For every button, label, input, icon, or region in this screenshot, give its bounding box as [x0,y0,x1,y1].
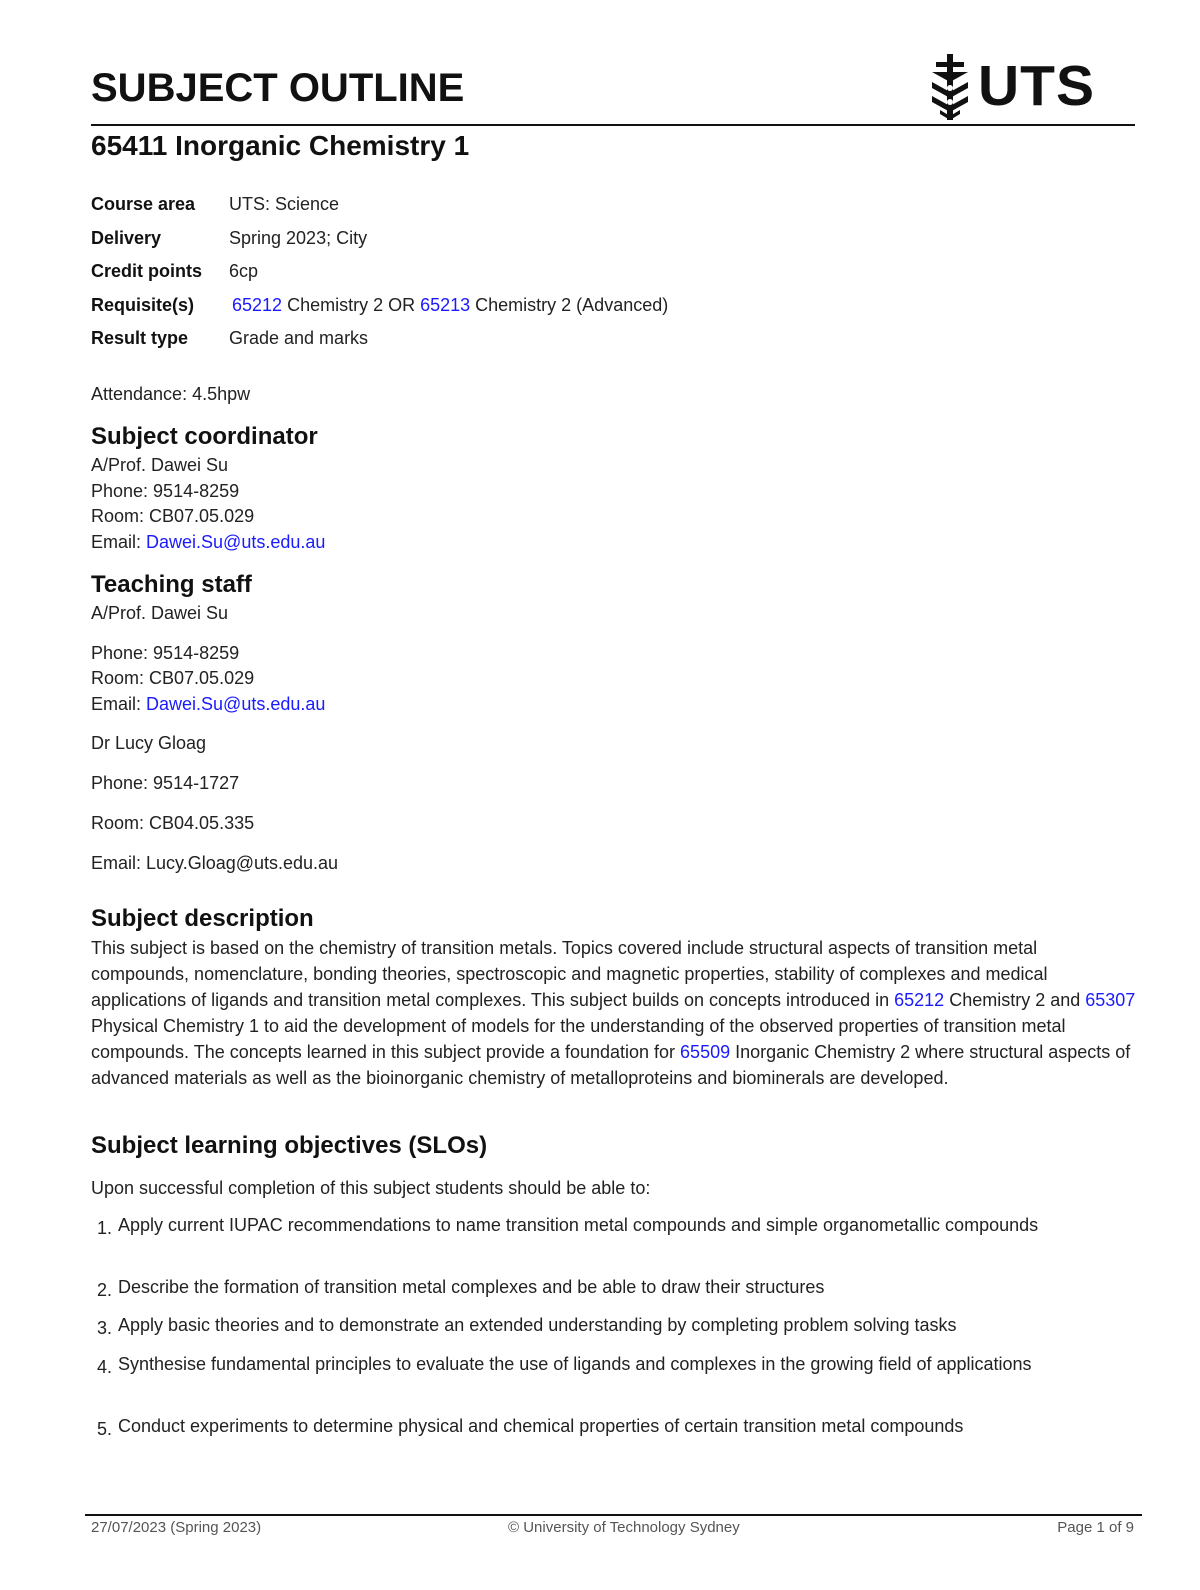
list-item-number: 1. [97,1218,113,1238]
delivery-value: Spring 2023; City [229,228,368,248]
list-item-number: 2. [97,1280,113,1300]
requisite-link-65212[interactable]: 65212 [232,295,283,315]
credit-points-label: Credit points [91,261,202,281]
list-item-number: 5. [97,1419,113,1439]
staff-name-1: A/Prof. Dawei Su [91,603,229,623]
coordinator-phone: Phone: 9514-8259 [91,481,240,501]
requisites-label: Requisite(s) [91,295,195,315]
coordinator-room: Room: CB07.05.029 [91,506,255,526]
uts-crest-icon [928,52,972,122]
description-text-2: Chemistry 2 and [944,990,1086,1010]
coordinator-name: A/Prof. Dawei Su [91,455,229,475]
requisite-text-1: Chemistry 2 OR [282,295,421,315]
staff-name-2: Dr Lucy Gloag [91,733,207,753]
staff-email-label-1: Email: [91,694,147,714]
coordinator-email-line [91,532,325,553]
description-link-65307[interactable]: 65307 [1085,990,1136,1010]
footer-rule [85,1514,1142,1516]
staff-phone-2: Phone: 9514-1727 [91,773,240,793]
course-area-label: Course area [91,194,196,214]
staff-email-2: Email: Lucy.Gloag@uts.edu.au [91,853,339,873]
credit-points-value: 6cp [229,261,259,281]
staff-room-2: Room: CB04.05.335 [91,813,255,833]
objectives-intro: Upon successful completion of this subject students should be able to: [91,1178,651,1198]
description-paragraph [91,935,1136,1091]
description-heading: Subject description [91,905,314,932]
requisite-link-65213[interactable]: 65213 [420,295,471,315]
course-area-value: UTS: Science [229,194,340,214]
description-text-4: Inorganic Chemistry 2 where structural aspects of advanced materials as well as the bioinorganic chemistry of metalloproteins and biominerals are developed. [91,1042,1131,1088]
list-item-number: 4. [97,1357,113,1377]
header-rule [91,124,1135,126]
list-item-text: Synthesise fundamental principles to evaluate the use of ligands and complexes in the growing field of applications [118,1354,1032,1374]
footer-copyright: © University of Technology Sydney [508,1519,740,1536]
result-type-value: Grade and marks [229,328,369,348]
description-text-1: This subject is based on the chemistry of transition metals. Topics covered include structural aspects of transition metal compounds, nomenclature, bonding theories, spectroscopic and magnetic properties, stability of complexes and medical applications of ligands and transition metal complexes. This subject builds on concepts introduced in [91,938,1048,1010]
coordinator-heading: Subject coordinator [91,423,318,450]
staff-room-1: Room: CB07.05.029 [91,668,255,688]
requisites-value [232,295,668,316]
uts-logo [928,52,1098,122]
staff-email-line-1 [91,694,325,715]
teaching-staff-heading: Teaching staff [91,571,252,598]
result-type-label: Result type [91,328,189,348]
logo-wordmark: UTS [978,54,1095,118]
requisite-text-2: Chemistry 2 (Advanced) [470,295,669,315]
footer-page-number: Page 1 of 9 [1057,1519,1134,1536]
description-link-65509[interactable]: 65509 [680,1042,731,1062]
list-item-text: Describe the formation of transition metal complexes and be able to draw their structures [118,1277,825,1297]
staff-phone-1: Phone: 9514-8259 [91,643,240,663]
document-title: SUBJECT OUTLINE [91,66,465,110]
description-link-65212[interactable]: 65212 [894,990,945,1010]
objectives-heading: Subject learning objectives (SLOs) [91,1132,488,1159]
coordinator-email-label: Email: [91,532,147,552]
attendance-text: Attendance: 4.5hpw [91,384,251,404]
list-item-text: Apply basic theories and to demonstrate an extended understanding by completing problem solving tasks [118,1315,957,1335]
subject-title: 65411 Inorganic Chemistry 1 [91,130,470,161]
list-item-text: Conduct experiments to determine physical and chemical properties of certain transition metal compounds [118,1416,964,1436]
list-item-text: Apply current IUPAC recommendations to name transition metal compounds and simple organometallic compounds [118,1215,1039,1235]
coordinator-email-link[interactable]: Dawei.Su@uts.edu.au [146,532,326,552]
list-item-number: 3. [97,1318,113,1338]
delivery-label: Delivery [91,228,162,248]
staff-email-link-1[interactable]: Dawei.Su@uts.edu.au [146,694,326,714]
footer-date: 27/07/2023 (Spring 2023) [91,1519,262,1536]
description-text-3: Physical Chemistry 1 to aid the development of models for the understanding of the observed properties of transition metal compounds. The concepts learned in this subject provide a foundation for [91,1016,1066,1062]
